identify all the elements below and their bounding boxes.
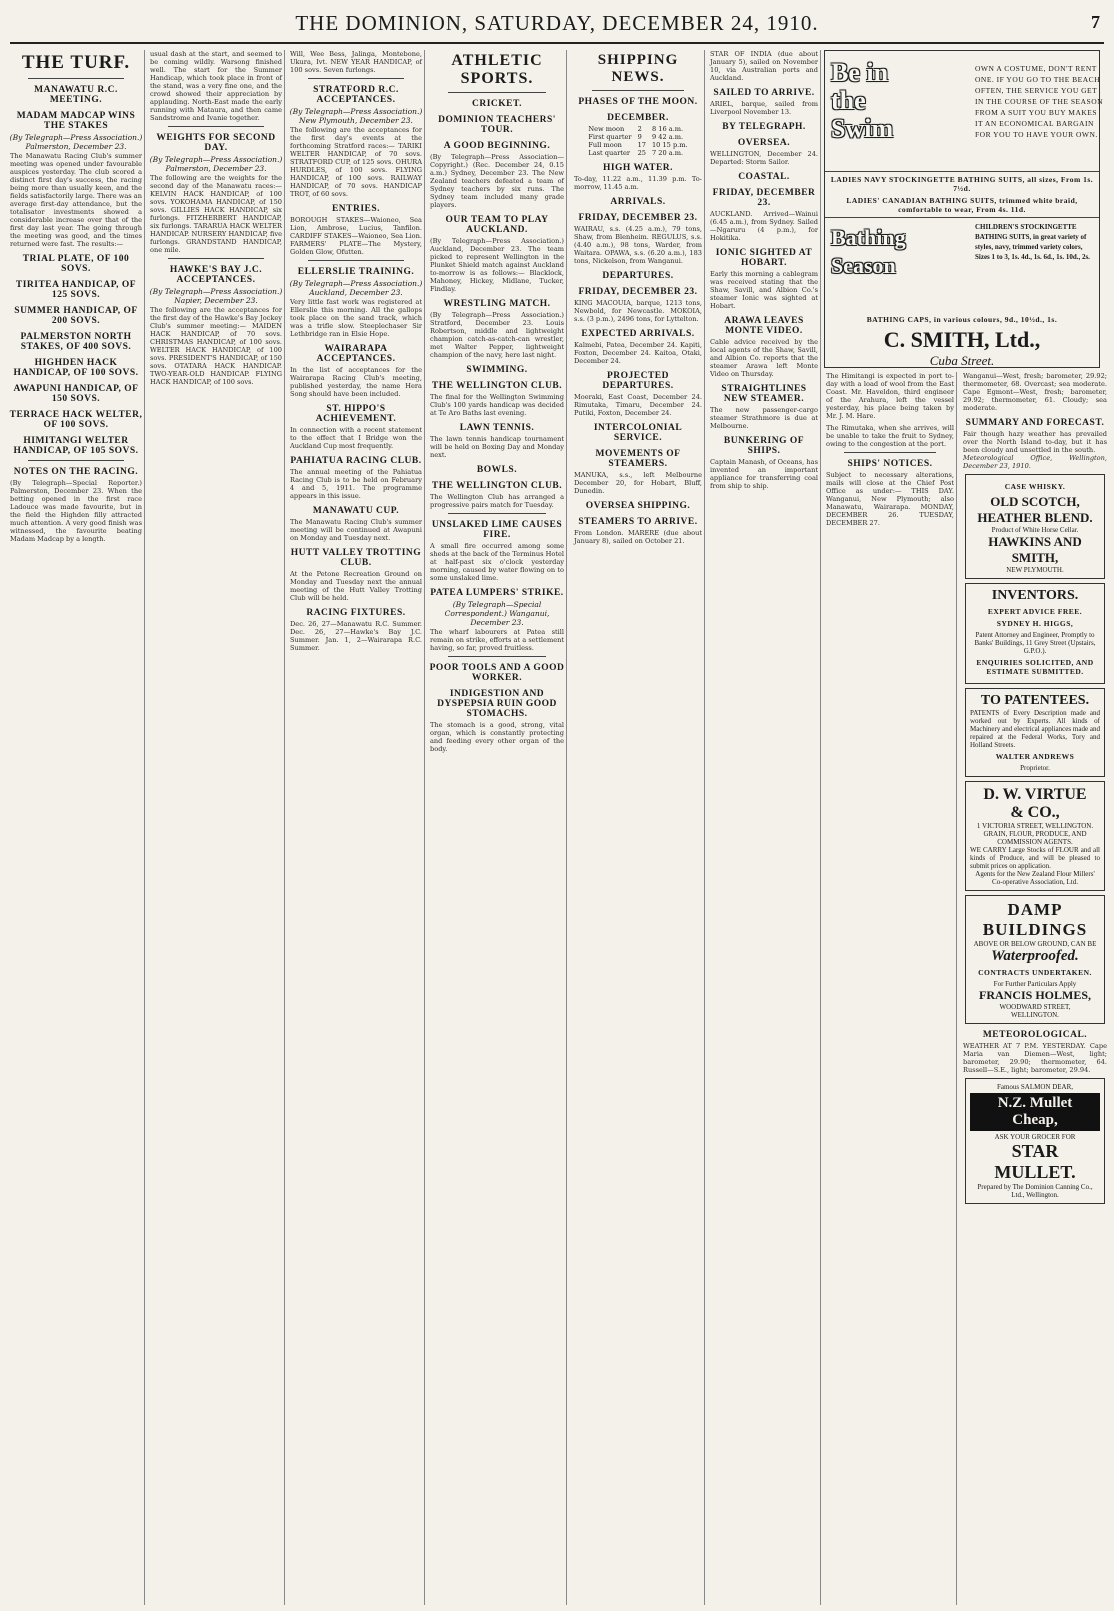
headline: UNSLAKED LIME CAUSES FIRE. (431, 520, 563, 540)
article-text: (By Telegraph—Press Association.) Stratford, December 23. Louis Robertson, middle and lightweight champion catch-as-catch-can wrestler, met Walter Pepper, lightweight champion of the navy, here last night. (430, 311, 564, 359)
column-turf (8, 50, 145, 1605)
headline: SWIMMING. (466, 365, 528, 375)
advert-line: NEW PLYMOUTH. (1006, 566, 1064, 574)
divider (825, 171, 1099, 172)
race-heading: TRIAL PLATE, OF 100 SOVS. (22, 254, 130, 274)
headline: HIGH WATER. (602, 163, 674, 173)
race-heading: SUMMER HANDICAP, OF 200 SOVS. (14, 306, 138, 326)
moon-phases-table (585, 125, 690, 157)
article-text: WEATHER AT 7 P.M. YESTERDAY. Cape Maria van Diemen—West, light; barometer, 29.90; thermometer, 64. Russell—S.E., light; barometer, 29.94. (963, 1042, 1107, 1074)
advert-line: SYDNEY H. HIGGS, (996, 619, 1074, 628)
advert-line: LADIES' CANADIAN BATHING SUITS, trimmed white braid, comfortable to wear, From 4s. 11d. (846, 196, 1078, 214)
article-text: Captain Manash, of Oceans, has invented an important appliance for transferring coal from ship to ship. (710, 458, 818, 490)
headline: COASTAL. (738, 172, 790, 182)
table-row: New moon 2 8 16 a.m. (588, 125, 684, 133)
article-text: The Manawatu Racing Club's summer meeting will be continued at Awapuni on Monday and Tuesday next. (290, 518, 422, 542)
article-text: Subject to necessary alterations, mails will close at the Chief Post Office as under:— THIS DAY. Wanganui, New Plymouth; also Manawatu, Wairarapa. MONDAY, DECEMBER 26. TUESDAY, DECEMBER 27. (826, 471, 954, 527)
article-text: Dec. 26, 27—Manawatu R.C. Summer. Dec. 26, 27—Hawke's Bay J.C. Summer. Jan. 1, 2—Wairarapa R.C. Summer. (290, 620, 422, 652)
advert-firm: FRANCIS HOLMES, (978, 988, 1091, 1002)
advert-season-heading (831, 224, 906, 280)
race-heading: TIRITEA HANDICAP, OF 125 SOVS. (15, 280, 137, 300)
advert-line: GRAIN, FLOUR, PRODUCE, AND COMMISSION AGENTS. (983, 830, 1087, 846)
headline: SHIPS' NOTICES. (847, 459, 933, 469)
article-text: AUCKLAND. Arrived—Wainui (6.45 a.m.), from Sydney. Sailed—Ngaruru (4 p.m.), for Hokitika. (710, 210, 818, 242)
column-athletics (428, 50, 567, 1605)
headline: EXPECTED ARRIVALS. (581, 329, 695, 339)
article-text: Kalmebi, Patea, December 24. Kapiti, Foxton, December 24. Kaitoa, Otaki, December 24. (574, 341, 702, 365)
advert-bathing-season (825, 220, 1099, 312)
advert-swim-heading (831, 59, 893, 143)
dateline: (By Telegraph—Press Association.) Palmerston, December 23. (149, 155, 283, 173)
advert-firm: & CO., (1010, 804, 1060, 821)
advert-line: CONTRACTS UNDERTAKEN. (978, 968, 1092, 977)
column-acceptances (288, 50, 425, 1605)
article-text: Will, Wee Bess, Jalinga, Montebone, Ukura, Ivt. NEW YEAR HANDICAP, of 100 sovs. Seven furlongs. (290, 50, 422, 74)
divider (308, 260, 404, 261)
dateline: (By Telegraph—Press Association.) New Plymouth, December 23. (289, 107, 423, 125)
table-row: First quarter 9 9 42 a.m. (588, 133, 684, 141)
article-text: At the Petone Recreation Ground on Monday and Tuesday next the annual meeting of the Hutt Valley Trotting Club will be held. (290, 570, 422, 602)
advert-line: WE CARRY Large Stocks of FLOUR and all kinds of Produce, and will be pleased to submit prices on application. (970, 846, 1100, 870)
headline: THE WELLINGTON CLUB. (431, 481, 563, 491)
article-text: Moeraki, East Coast, December 24. Rimutaka, Timaru, December 24. Putiki, Foxton, December 24. (574, 393, 702, 417)
divider (448, 92, 546, 93)
race-heading: HIGHDEN HACK HANDICAP, OF 100 SOVS. (13, 358, 139, 378)
advert-street: Cuba Street. (929, 353, 995, 368)
table-row: Full moon 17 10 15 p.m. (588, 141, 688, 149)
headline: INTERCOLONIAL SERVICE. (593, 423, 683, 443)
article-text: Meteorological Office, Wellington, December 23, 1910. (963, 454, 1107, 470)
advert-word: Swim (831, 114, 894, 143)
advert-line: Famous SALMON DEAR, (996, 1083, 1074, 1091)
advert-word: the (831, 86, 866, 115)
headline: NOTES ON THE RACING. (13, 467, 139, 477)
headline: INDIGESTION AND DYSPEPSIA RUIN GOOD STOMACHS. (437, 689, 557, 719)
section-title-shipping: SHIPPING NEWS. (597, 52, 679, 85)
headline: BOWLS. (476, 465, 518, 475)
advert-word: Season (831, 253, 896, 278)
headline: BY TELEGRAPH. (722, 122, 806, 132)
article-text: WELLINGTON, December 24. Departed: Storm Sailor. (710, 150, 818, 166)
article-text: Wanganui—West, fresh; barometer, 29.92; thermometer, 68. Overcast; sea moderate. Cape Egmont—West, fresh; barometer, 29.92; thermometer, 61. Cloudy; sea moderate. (963, 372, 1107, 412)
article-text: The lawn tennis handicap tournament will be held on Boxing Day and Monday next. (430, 435, 564, 459)
advert-firm: HAWKINS AND SMITH, (988, 534, 1082, 565)
dateline: (By Telegraph—Press Association.) Auckland, December 23. (289, 279, 423, 297)
divider (168, 126, 264, 127)
headline: ARAWA LEAVES MONTE VIDEO. (724, 316, 804, 336)
race-heading: TERRACE HACK WELTER, OF 100 SOVS. (9, 410, 143, 430)
advert-title: DAMP (1007, 900, 1063, 919)
article-text: The new passenger-cargo steamer Strathmore is due at Melbourne. (710, 406, 818, 430)
headline: MADAM MADCAP WINS THE STAKES (16, 111, 136, 131)
advert-line: WALTER ANDREWS (995, 752, 1075, 761)
headline: DECEMBER. (607, 113, 669, 123)
headline: LAWN TENNIS. (459, 423, 535, 433)
headline: MANAWATU R.C. MEETING. (34, 85, 118, 105)
advert-line: ASK YOUR GROCER FOR (994, 1133, 1076, 1141)
article-text: Cable advice received by the local agents of the Shaw, Savill, and Albion Co. reports that the steamer Arawa left Monte Video on Thursday. (710, 338, 818, 378)
dateline: (By Telegraph—Press Association.) Palmerston, December 23. (9, 133, 143, 151)
advert-title: TO PATENTEES. (980, 693, 1090, 708)
column-adverts (961, 372, 1109, 1605)
advert-line: For Further Particulars Apply (993, 980, 1077, 988)
article-text: (By Telegraph—Press Association.) Auckland, December 23. The team picked to represent Wellington in the Plunket Shield match against Auckland to-morrow is as follows:— Blacklock, Mahoney, Hickey, Midlane, Tucker, Findlay. (430, 237, 564, 293)
advert-line: CHILDREN'S STOCKINGETTE BATHING SUITS, in great variety of styles, navy, trimmed variety colors, Sizes 1 to 3, 1s. 4d., 1s. 6d., 1s. 10d., 2s. (975, 223, 1090, 261)
headline: ELLERSLIE TRAINING. (297, 267, 415, 277)
advert-line: HEATHER BLEND. (977, 510, 1093, 525)
advert-line: Waterproofed. (991, 948, 1079, 964)
headline: HUTT VALLEY TROTTING CLUB. (290, 548, 422, 568)
article-text: Fair though hazy weather has prevailed over the North Island to-day, but it has been cloudy and unsettled in the south. (963, 430, 1107, 454)
headline: STRAIGHTLINES NEW STEAMER. (721, 384, 807, 404)
article-text: BOROUGH STAKES—Waioneo, Sea Lion, Ambrose, Lucius, Tanfilon. CARDIFF STAKES—Waioneo, Sea Lion. FARMERS' PLATE—The Mystery, Golden Glow, Ofutten. (290, 216, 422, 256)
advert-line: CASE WHISKY. (1004, 482, 1066, 491)
divider (168, 258, 264, 259)
advert-line: Product of White Horse Cellar. (991, 526, 1079, 534)
headline: FRIDAY, DECEMBER 23. (712, 188, 816, 208)
advert-swim-text: OWN A COSTUME, DON'T RENT ONE. IF YOU GO TO THE BEACH OFTEN, THE SERVICE YOU GET IN THE COURSE OF THE SEASON FROM A SUIT YOU BUY MAKES IT AN ECONOMICAL BARGAIN FOR YOU TO HAVE YOUR OWN. (975, 64, 1104, 139)
headline: IONIC SIGHTED AT HOBART. (715, 248, 813, 268)
article-text: From London. MARERE (due about January 8), sailed on October 21. (574, 529, 702, 545)
divider (308, 78, 404, 79)
advert-be-in-the-swim (824, 50, 1104, 368)
advert-line: Agents for the New Zealand Flour Millers' Co-operative Association, Ltd. (975, 870, 1095, 886)
headline: ST. HIPPO'S ACHIEVEMENT. (315, 404, 397, 424)
headline: DOMINION TEACHERS' TOUR. (438, 115, 556, 135)
page-number: 7 (1091, 12, 1100, 32)
advert-title: STAR MULLET. (994, 1141, 1076, 1182)
headline: OUR TEAM TO PLAY AUCKLAND. (445, 215, 549, 235)
article-text: (By Telegraph—Press Association—Copyright.) (Rec. December 24, 0.15 a.m.) Sydney, December 23. The New Zealand teachers defeated a team of Sydney teachers by six runs. The Sydney team included many grade players. (430, 153, 564, 209)
race-heading: HIMITANGI WELTER HANDICAP, OF 105 SOVS. (13, 436, 139, 456)
article-text: The following are the acceptances for the first day's events at the forthcoming Stratford races:— TARIKI WELTER HANDICAP, of 70 sovs. STRATFORD CUP, of 125 sovs. OHURA HURDLES, of 100 sovs. FLYING HANDICAP, of 100 sovs. RAILWAY HANDICAP, of 70 sovs. HANDICAP TROT, of 60 sovs. (290, 126, 422, 198)
divider (448, 513, 546, 514)
headline: BUNKERING OF SHIPS. (723, 436, 805, 456)
column-shipping-continued (708, 50, 821, 1605)
article-text: ARIEL, barque, sailed from Liverpool November 13. (710, 100, 818, 116)
table-row: Last quarter 25 7 20 a.m. (588, 149, 684, 157)
section-title-athletic: ATHLETIC SPORTS. (451, 52, 543, 87)
headline: OVERSEA. (737, 138, 791, 148)
advert-line: WELLINGTON. (1011, 1011, 1059, 1019)
advert-firm: D. W. VIRTUE (983, 786, 1087, 803)
advert-line: EXPERT ADVICE FREE. (987, 607, 1083, 616)
headline: SAILED TO ARRIVE. (713, 88, 815, 98)
headline: MOVEMENTS OF STEAMERS. (595, 449, 681, 469)
advert-line: Prepared by The Dominion Canning Co., Ltd., Wellington. (977, 1183, 1093, 1199)
article-text: usual dash at the start, and seemed to be coming wildly. Warsong finished well. The start for the Summer Handicap, which took place in front of the stand, was a very fine one, and the crowd showed their appreciation by applauding. North-East made the early running with Mataura, and then came Sandstrome and Ivanie together. (150, 50, 282, 122)
headline: PROJECTED DEPARTURES. (602, 371, 674, 391)
headline: ENTRIES. (331, 204, 381, 214)
advert-star-mullet (965, 1078, 1105, 1204)
divider (28, 78, 124, 79)
headline: WAIRARAPA ACCEPTANCES. (316, 344, 396, 364)
advert-line: ENQUIRIES SOLICITED, AND ESTIMATE SUBMITTED. (976, 658, 1094, 676)
headline: ARRIVALS. (610, 197, 666, 207)
divider (844, 452, 936, 453)
column-shipping-notices (824, 372, 957, 1605)
advert-word: Be in (831, 58, 889, 87)
column-shipping (572, 50, 705, 1605)
article-text: STAR OF INDIA (due about January 5), sailed on November 10, via Australian ports and Auckland. (710, 50, 818, 82)
headline: PHASES OF THE MOON. (578, 97, 698, 107)
article-text: To-day, 11.22 a.m., 11.39 p.m. To-morrow, 11.45 a.m. (574, 175, 702, 191)
article-text: The following are the acceptances for the first day of the Hawke's Bay Jockey Club's summer meeting:— MAIDEN HACK HANDICAP, of 70 sovs. CHRISTMAS HANDICAP, of 100 sovs. WELTER HACK HANDICAP, of 100 sovs. PRESIDENT'S HANDICAP, of 150 sovs. OTATARA HACK HANDICAP. TWO-YEAR-OLD HANDICAP. FLYING HACK HANDICAP, of 100 sovs. (150, 306, 282, 386)
advert-firm: C. SMITH, Ltd., (883, 327, 1041, 352)
advert-title: N.Z. Mullet Cheap, (970, 1093, 1100, 1131)
article-text: In connection with a recent statement to the effect that I Bridge won the Auckland Cup most frequently. (290, 426, 422, 450)
article-text: The Rimutaka, when she arrives, will be unable to take the fruit to Sydney, owing to the congestion at the port. (826, 424, 954, 448)
advert-word: Bathing (831, 225, 906, 250)
headline: RACING FIXTURES. (306, 608, 406, 618)
headline: PATEA LUMPERS' STRIKE. (430, 588, 564, 598)
headline: WEIGHTS FOR SECOND DAY. (156, 133, 276, 153)
advert-virtue (965, 781, 1105, 891)
advert-line: PATENTS of Every Description made and worked out by Experts. All kinds of Machinery and electrical appliances made and repaired at the Federal Works, Tory and Holland Streets. (970, 709, 1100, 749)
section-title-turf: THE TURF. (21, 52, 131, 73)
newspaper-title: THE DOMINION, SATURDAY, DECEMBER 24, 1910. (295, 11, 819, 35)
advert-title: INVENTORS. (991, 588, 1079, 603)
headline: POOR TOOLS AND A GOOD WORKER. (429, 663, 565, 683)
divider (28, 460, 124, 461)
headline: STEAMERS TO ARRIVE. (578, 517, 698, 527)
article-text: A small fire occurred among some sheds at the back of the Terminus Hotel at half-past six o'clock yesterday morning, caused by water flowing on to some unslaked lime. (430, 542, 564, 582)
article-text: MANUKA, s.s., left Melbourne December 20, for Hobart, Bluff, Dunedin. (574, 471, 702, 495)
headline: OVERSEA SHIPPING. (585, 501, 691, 511)
headline: MANAWATU CUP. (312, 506, 400, 516)
divider (448, 656, 546, 657)
headline: FRIDAY, DECEMBER 23. (578, 213, 698, 223)
headline: STRATFORD R.C. ACCEPTANCES. (313, 85, 399, 105)
divider (592, 90, 684, 91)
article-text: The wharf labourers at Patea still remain on strike, efforts at a settlement having, so far, proved fruitless. (430, 628, 564, 652)
dateline: (By Telegraph—Press Association.) Napier, December 23. (149, 287, 283, 305)
article-text: The final for the Wellington Swimming Club's 100 yards handicap was decided at Te Aro Baths last evening. (430, 393, 564, 417)
headline: DEPARTURES. (602, 271, 674, 281)
advert-title: BUILDINGS (982, 920, 1088, 939)
article-text: WAIRAU, s.s. (4.25 a.m.), 79 tons, Shaw, from Blenheim. REGULUS, s.s. (4.40 a.m.), 98 tons, Warder, from Waitara. OPAWA, s.s. (6.20 a.m.), 183 tons, Nickelson, from Wanganui. (574, 225, 702, 265)
advert-inventors (965, 583, 1105, 684)
divider (825, 217, 1099, 218)
headline: FRIDAY, DECEMBER 23. (578, 287, 698, 297)
advert-line: ABOVE OR BELOW GROUND, CAN BE (973, 940, 1097, 948)
advert-swim-banner (825, 51, 1104, 169)
headline: HAWKE'S BAY J.C. ACCEPTANCES. (169, 265, 263, 285)
article-text: The following are the weights for the second day of the Manawatu races:— KELVIN HACK HANDICAP, of 100 sovs. YOKOHAMA HANDICAP, of 150 sovs. GILLIES HACK HANDICAP, six furlongs. FITZHERBERT HANDICAP, six furlongs. TARARUA HACK WELTER HANDICAP. NURSERY HANDICAP, five furlongs. GRANDSTAND HANDICAP, one mile. (150, 174, 282, 254)
race-heading: PALMERSTON NORTH STAKES, OF 400 SOVS. (20, 332, 132, 352)
headline: SUMMARY AND FORECAST. (965, 418, 1105, 428)
article-text: The Wellington Club has arranged a progressive pairs match for Tuesday. (430, 493, 564, 509)
headline: METEOROLOGICAL. (982, 1030, 1088, 1040)
article-text: Very little fast work was registered at Ellerslie this morning. All the gallops took place on the sand track, which was a trifle slow. Steeplechaser Sir Lethbridge ran in Elsie Hope. (290, 298, 422, 338)
advert-patentees (965, 688, 1105, 777)
article-text: Early this morning a cablegram was received stating that the Shaw, Savill, and Albion Co.'s steamer Ionic was sighted at Hobart. (710, 270, 818, 310)
advert-line: Patent Attorney and Engineer, Promptly to Banks' Buildings, 11 Grey Street (Upstairs, G.P.O.). (974, 631, 1096, 655)
headline: A GOOD BEGINNING. (443, 141, 551, 151)
article-text: (By Telegraph—Special Reporter.) Palmerston, December 23. When the betting opened in the first race Ladouce was made favourite, but in the field the Highden filly attracted much attention. A very good finish was witnessed, the favourite beating Madam Madcap by a length. (10, 479, 142, 543)
article-text: The stomach is a good, strong, vital organ, which is constantly protecting and feeding every other organ of the body. (430, 721, 564, 753)
headline: CRICKET. (471, 99, 522, 109)
advert-case-whisky (965, 474, 1105, 579)
column-racing (148, 50, 285, 1605)
article-text: In the list of acceptances for the Wairarapa Racing Club's meeting, published yesterday, the name Hera Song should have been included. (290, 366, 422, 398)
advert-line: BATHING CAPS, in various colours, 9d., 10½d., 1s. (866, 315, 1058, 324)
article-text: The Manawatu Racing Club's summer meeting was opened under favourable auspices yesterday. The club scored a distinct first day's success, the racing being more than usually keen, and the fields satisfactorily large. There was an average first-day attendance, but the totalisator investments showed a considerable increase over that of the first day last year. The going through the meeting was good, and the times returned were fast. The results:— (10, 152, 142, 248)
headline: THE WELLINGTON CLUB. (431, 381, 563, 391)
advert-line: LADIES NAVY STOCKINGETTE BATHING SUITS, all sizes, From 1s. 7½d. (830, 175, 1094, 193)
article-text: The annual meeting of the Pahiatua Racing Club is to be held on February 4 and 5, 1911. The programme appears in this issue. (290, 468, 422, 500)
advert-line: 1 VICTORIA STREET, WELLINGTON. (976, 822, 1094, 830)
advert-damp-buildings (965, 895, 1105, 1024)
masthead (10, 8, 1104, 44)
advert-line: WOODWARD STREET, (999, 1003, 1071, 1011)
article-text: The Himitangi is expected in port to-day with a load of wool from the East Coast. Mr. Haveldon, third engineer of the Arahura, left the vessel yesterday, his place being taken by Mr. J. M. Hare. (826, 372, 954, 420)
advert-line: OLD SCOTCH, (990, 494, 1080, 509)
article-text: KING MACOUIA, barque, 1213 tons, Newbold, for Newcastle. MOKOIA, s.s. (3 p.m.), 2496 tons, for Lyttelton. (574, 299, 702, 323)
dateline: (By Telegraph—Special Correspondent.) Wanganui, December 23. (444, 600, 550, 627)
advert-line: Proprietor. (1020, 764, 1050, 772)
race-heading: AWAPUNI HANDICAP, OF 150 SOVS. (13, 384, 139, 404)
headline: PAHIATUA RACING CLUB. (290, 456, 422, 466)
headline: WRESTLING MATCH. (443, 299, 551, 309)
